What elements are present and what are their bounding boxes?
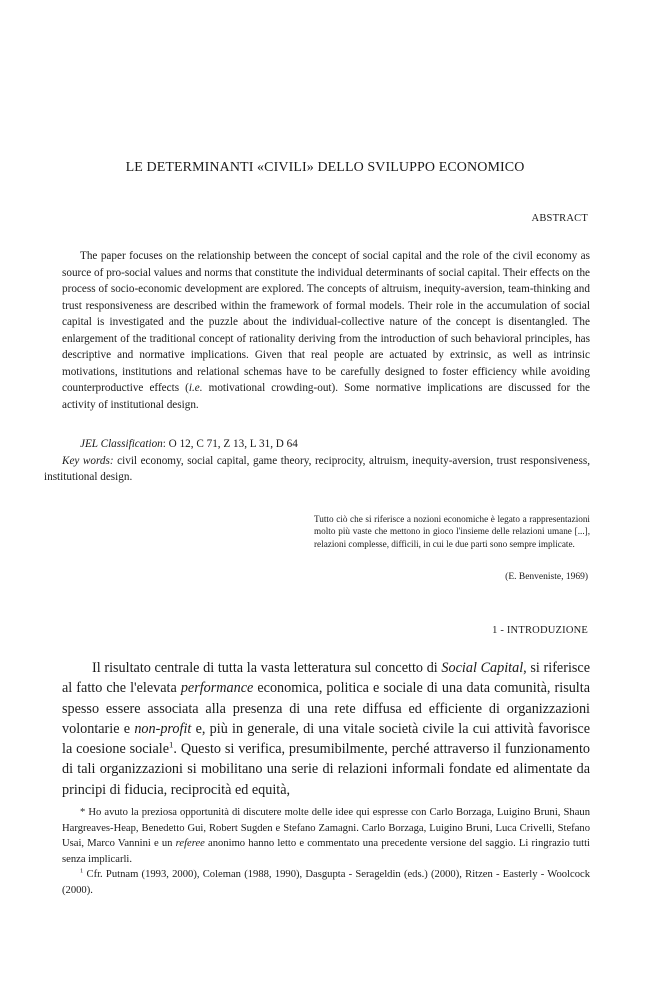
intro-performance: performance [180, 680, 254, 697]
classification-block [44, 436, 591, 486]
footnote-star-mark: * [80, 807, 86, 818]
abstract-text-main: The paper focuses on the relationship between the concept of social capital and the role of the civil economy as source of pro-social values and norms that constitute the individual determinants of social capital. Their effects on the process of socio-economic development are explored. The concepts of altruism, inequity-aversion, team-thinking and trust responsiveness are described within the framework of formal models. Their role in the accumulation of social capital is investigated and the puzzle about the individual-collective nature of the concept is disentangled. The enlargement of the traditional concept of rationality deriving from the introduction of such behavioral principles, has descriptive and normative implications. Given that real people are actuated by extrinsic, as well as intrinsic motivations, institutions and relational schemas have to be carefully designed to foster efficiency while avoiding counterproductive effects [62, 250, 590, 394]
footnote-1-mark: 1 [80, 867, 84, 875]
jel-label: JEL Classification [80, 438, 163, 450]
abstract-heading: ABSTRACT [531, 213, 588, 224]
keywords-value: civil economy, social capital, game theory, reciprocity, altruism, inequity-aversion, trust responsiveness, institutional design. [44, 454, 591, 483]
jel-value: : O 12, C 71, Z 13, L 31, D 64 [162, 438, 298, 450]
intro-text-a: Il risultato centrale di tutta la vasta letteratura sul concetto di [92, 660, 442, 676]
footnote-referee: referee [175, 838, 205, 849]
intro-text-e: . Questo si verifica, presumibilmente, perché attraverso il funzionamento di tali organizzazioni si mobilitano una serie di relazioni informali fondate ed alimentate da principi di fiducia, reciprocità ed equità, [62, 741, 590, 798]
intro-text-d: e, più in generale, di una vitale società civile la cui attività favorisce la coesione sociale [62, 720, 590, 758]
epigraph-source: (E. Benveniste, 1969) [505, 572, 588, 582]
paper-title: LE DETERMINANTI «CIVILI» DELLO SVILUPPO ECONOMICO [125, 160, 525, 175]
keywords [44, 453, 590, 486]
abstract-text-end: motivational crowding-out). Some normative implications are discussed for the activity of institutional design. [62, 382, 591, 411]
intro-text-b: , si riferisce al fatto che l'elevata [62, 660, 591, 697]
footnote-1 [62, 867, 590, 898]
footnote-star [62, 805, 590, 867]
intro-text-c: economica, politica e sociale di una data comunità, risulta spesso essere associata alla presenza di una rete diffusa ed efficiente di organizzazioni volontarie e [62, 680, 590, 737]
abstract-text: The paper focuses on the relationship between the concept of social capital and the role of the civil economy as source of pro-social values and norms that constitute the individual determinants of social capital. Their effects on the process of socio-economic development are explored. The concepts of altruism, inequity-aversion, team-thinking and trust responsiveness are described within the framework of formal models. Their role in the accumulation of social capital is investigated and the puzzle about the individual-collective nature of the concept is disentangled. The enlargement of the traditional concept of rationality deriving from the introduction of such behavioral principles, has descriptive and normative implications. Given that real people are actuated by extrinsic, as well as intrinsic motivations, institutions and relational schemas have to be carefully designed to foster efficiency while avoiding counterproductive effects (i.e. motivational crowding-out). Some normative implications are discussed for the activity of institutional design. [62, 250, 591, 411]
footnote-star-text-a: Ho avuto la preziosa opportunità di discutere molte delle idee qui espresse con Carlo Borzaga, Luigino Bruni, Shaun Hargreaves-Heap, Benedetto Gui, Robert Sugden e Stefano Zamagni. Carlo Borzaga, Luigino Bruni, Luca Crivelli, Stefano Usai, Marco Vannini e un [62, 807, 590, 849]
jel-classification [62, 436, 590, 453]
keywords-label: Key words: [62, 454, 114, 467]
intro-social-capital: Social Capital [441, 660, 524, 676]
abstract-ie: i.e. [188, 382, 203, 394]
intro-nonprofit: non-profit [134, 720, 192, 737]
section-heading: 1 - INTRODUZIONE [492, 625, 588, 636]
footnote-star-text-b: anonimo hanno letto e commentato una precedente versione del saggio. Li ringrazio tutti senza implicarli. [62, 838, 590, 865]
footnote-ref-1: 1 [169, 739, 174, 750]
epigraph-quote: Tutto ciò che si riferisce a nozioni economiche è legato a rappresentazioni molto più vaste che mettono in gioco l'insieme delle relazioni umane [...], relazioni complesse, difficili, in cui le due parti sono sempre implicate. [314, 514, 590, 549]
footnote-1-text: Cfr. Putnam (1993, 2000), Coleman (1988, 1990), Dasgupta - Serageldin (eds.) (2000), Ritzen - Easterly - Woolcock (2000). [62, 869, 590, 896]
intro-paragraph [62, 658, 590, 800]
footnotes [62, 805, 590, 898]
